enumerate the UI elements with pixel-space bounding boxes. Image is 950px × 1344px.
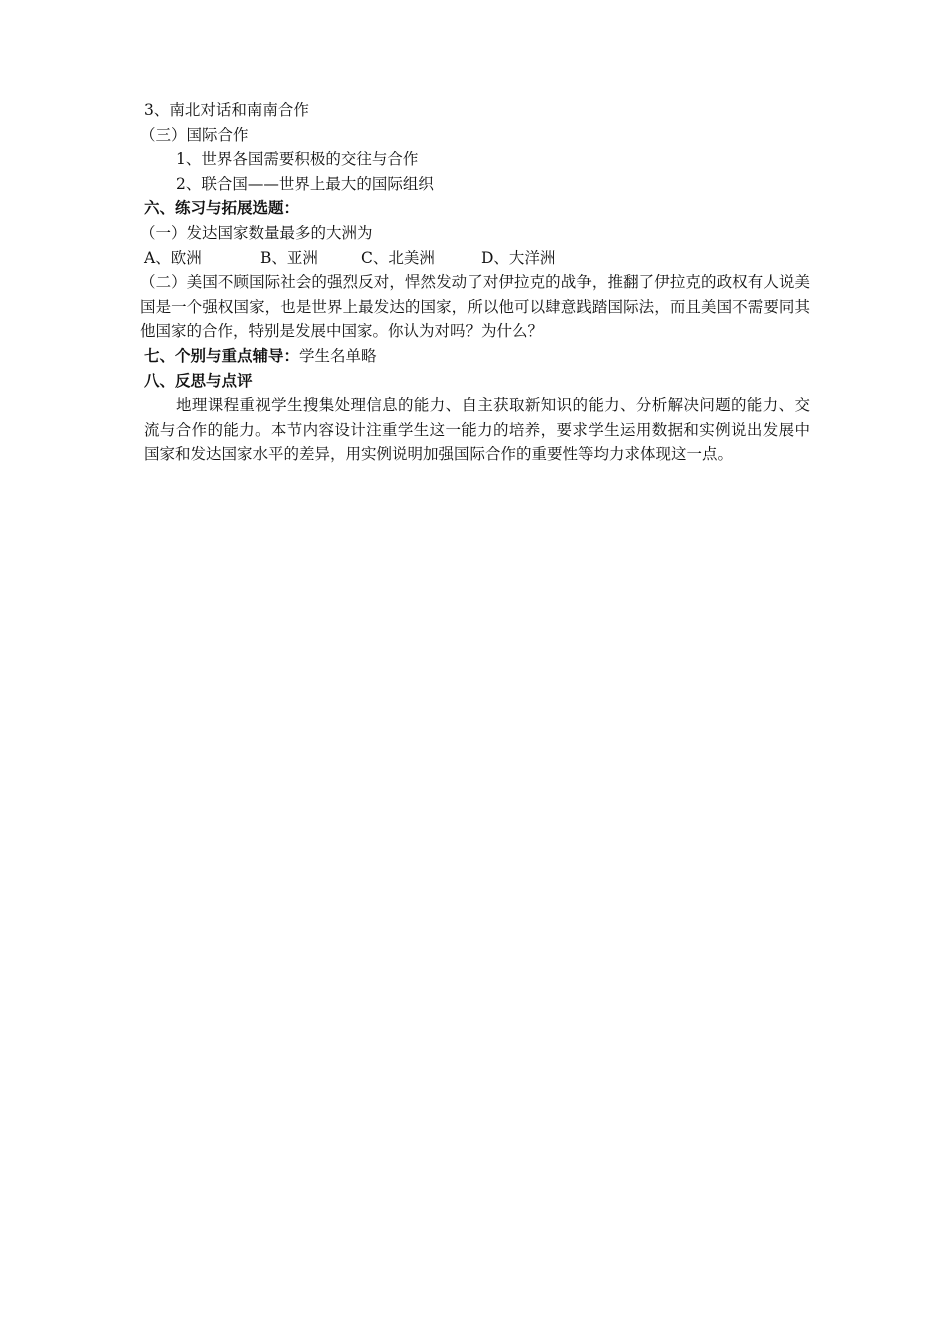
option-a: A、欧洲	[144, 248, 202, 267]
question-1: （一）发达国家数量最多的大洲为	[140, 223, 373, 242]
section-7-text: 学生名单略	[299, 346, 377, 365]
section-8-paragraph: 地理课程重视学生搜集处理信息的能力、自主获取新知识的能力、分析解决问题的能力、交流与合作的能力。本节内容设计注重学生这一能力的培养，要求学生运用数据和实例说出发展中国家和发达国家水平的差异，用实例说明加强国际合作的重要性等均力求体现这一点。	[144, 396, 810, 464]
option-d: D、大洋洲	[481, 248, 556, 267]
item-countries-cooperation: 1、世界各国需要积极的交往与合作	[176, 150, 419, 169]
option-c: C、北美洲	[361, 248, 435, 267]
option-b: B、亚洲	[260, 248, 318, 267]
section-7	[144, 344, 810, 369]
document-body	[140, 98, 810, 467]
question-1-options	[144, 246, 810, 271]
section-8-heading: 八、反思与点评	[144, 370, 253, 390]
question-2: （二）美国不顾国际社会的强烈反对，悍然发动了对伊拉克的战争，推翻了伊拉克的政权有人说美国是一个强权国家，也是世界上最发达的国家，所以他可以肆意践踏国际法，而且美国不需要同其他国家的合作，特别是发展中国家。你认为对吗？为什么？	[140, 273, 810, 341]
item-north-south-dialogue: 3、南北对话和南南合作	[144, 101, 309, 119]
item-united-nations: 2、联合国——世界上最大的国际组织	[176, 174, 434, 193]
section-6-heading: 六、练习与拓展选题：	[144, 198, 300, 218]
section-7-heading: 七、个别与重点辅导：	[144, 345, 300, 365]
subheading-international-cooperation: （三）国际合作	[140, 125, 249, 144]
